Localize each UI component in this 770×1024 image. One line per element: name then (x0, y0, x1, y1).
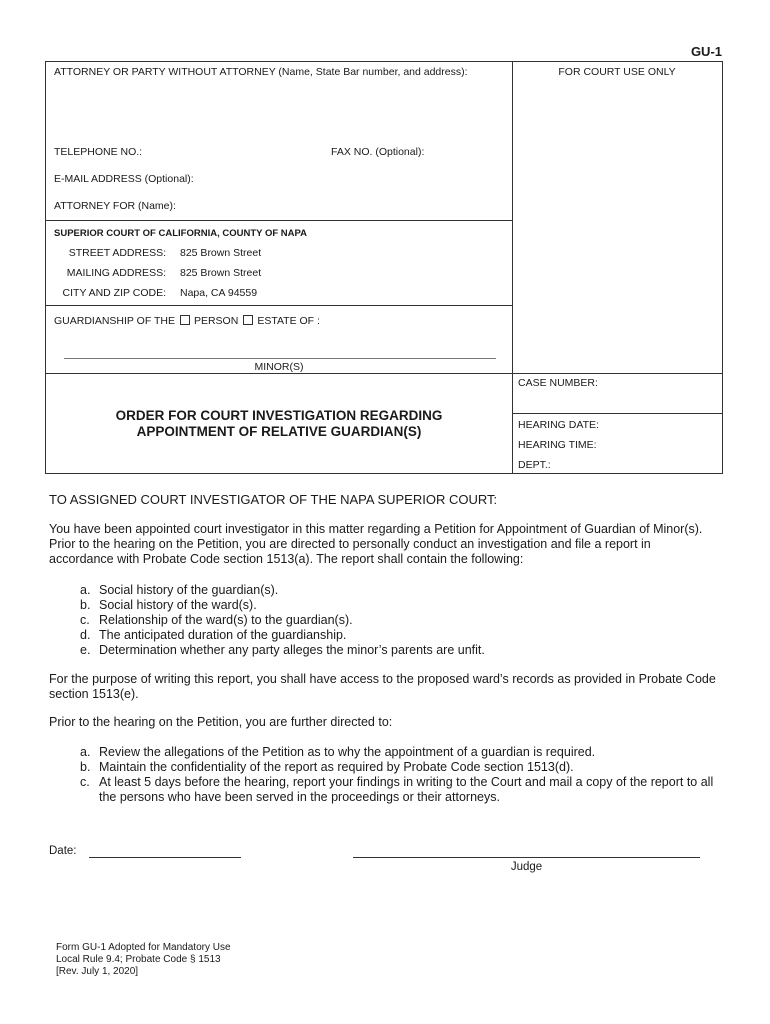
list-item: c. At least 5 days before the hearing, report your findings in writing to the Court and mail a copy of the report to all the persons who have been served in the proceedings or their attorneys. (80, 775, 714, 804)
title-line-1: ORDER FOR COURT INVESTIGATION REGARDING (115, 408, 443, 423)
paragraph-2: For the purpose of writing this report, you shall have access to the proposed ward’s records as provided in Probate Code section 1513(e). (49, 672, 716, 701)
case-number-label[interactable]: CASE NUMBER: (518, 377, 598, 389)
person-checkbox[interactable] (180, 315, 190, 325)
attorney-for-label[interactable]: ATTORNEY FOR (Name): (54, 200, 176, 212)
judge-signature-line[interactable] (353, 857, 700, 858)
hearing-time-label[interactable]: HEARING TIME: (518, 439, 597, 451)
judge-label: Judge (510, 861, 543, 873)
list-item: a. Social history of the guardian(s). (80, 583, 279, 597)
court-use-label: FOR COURT USE ONLY (558, 66, 676, 78)
estate-label: ESTATE OF : (257, 315, 320, 327)
telephone-label[interactable]: TELEPHONE NO.: (54, 146, 143, 158)
email-label[interactable]: E-MAIL ADDRESS (Optional): (54, 173, 194, 185)
divider-guardianship (45, 305, 513, 306)
list-item: c. Relationship of the ward(s) to the guardian(s). (80, 613, 353, 627)
divider-title (45, 373, 722, 374)
hearing-date-label[interactable]: HEARING DATE: (518, 419, 599, 431)
estate-checkbox[interactable] (243, 315, 253, 325)
guardianship-row (54, 315, 320, 327)
street-label: STREET ADDRESS: (68, 247, 166, 259)
list-2 (49, 745, 717, 805)
divider-case-number (512, 413, 722, 414)
list-item: b. Maintain the confidentiality of the report as required by Probate Code section 1513(d). (80, 760, 574, 774)
list-1 (49, 583, 717, 658)
document-title (45, 408, 513, 440)
mailing-label: MAILING ADDRESS: (66, 267, 166, 279)
date-line[interactable] (89, 857, 241, 858)
footer-line-1: Form GU-1 Adopted for Mandatory Use (56, 942, 231, 953)
street-value: 825 Brown Street (180, 247, 262, 259)
divider-court (45, 220, 513, 221)
attorney-label: ATTORNEY OR PARTY WITHOUT ATTORNEY (Name, State Bar number, and address): (54, 66, 468, 78)
fax-label[interactable]: FAX NO. (Optional): (331, 146, 425, 158)
paragraph-1: You have been appointed court investigator in this matter regarding a Petition for Appointment of Guardian of Minor(s). Prior to the hearing on the Petition, you are directed to personally conduct an investigation and file a report in accordance with Probate Code section 1513(a). The report shall contain the following: (49, 522, 703, 566)
body-heading: TO ASSIGNED COURT INVESTIGATOR OF THE NAPA SUPERIOR COURT: (49, 492, 498, 507)
city-label: CITY AND ZIP CODE: (62, 287, 166, 299)
minor-name-line[interactable] (64, 358, 496, 359)
form-id: GU-1 (690, 44, 722, 59)
minor-label: MINOR(S) (254, 361, 304, 373)
list-item: e. Determination whether any party alleges the minor’s parents are unfit. (80, 643, 485, 657)
dept-label[interactable]: DEPT.: (518, 459, 551, 471)
paragraph-3: Prior to the hearing on the Petition, you are further directed to: (49, 715, 393, 729)
title-line-2: APPOINTMENT OF RELATIVE GUARDIAN(S) (136, 424, 422, 439)
footer (56, 942, 231, 978)
footer-line-2: Local Rule 9.4; Probate Code § 1513 (56, 954, 221, 965)
person-label: PERSON (193, 315, 239, 327)
guardianship-label: GUARDIANSHIP OF THE (54, 315, 175, 327)
city-value: Napa, CA 94559 (180, 287, 258, 299)
date-label: Date: (49, 845, 77, 857)
list-item: b. Social history of the ward(s). (80, 598, 257, 612)
court-name: SUPERIOR COURT OF CALIFORNIA, COUNTY OF NAPA (54, 228, 307, 239)
list-item: a. Review the allegations of the Petition as to why the appointment of a guardian is required. (80, 745, 596, 759)
mailing-value: 825 Brown Street (180, 267, 262, 279)
footer-line-3: [Rev. July 1, 2020] (56, 966, 139, 977)
list-item: d. The anticipated duration of the guardianship. (80, 628, 347, 642)
